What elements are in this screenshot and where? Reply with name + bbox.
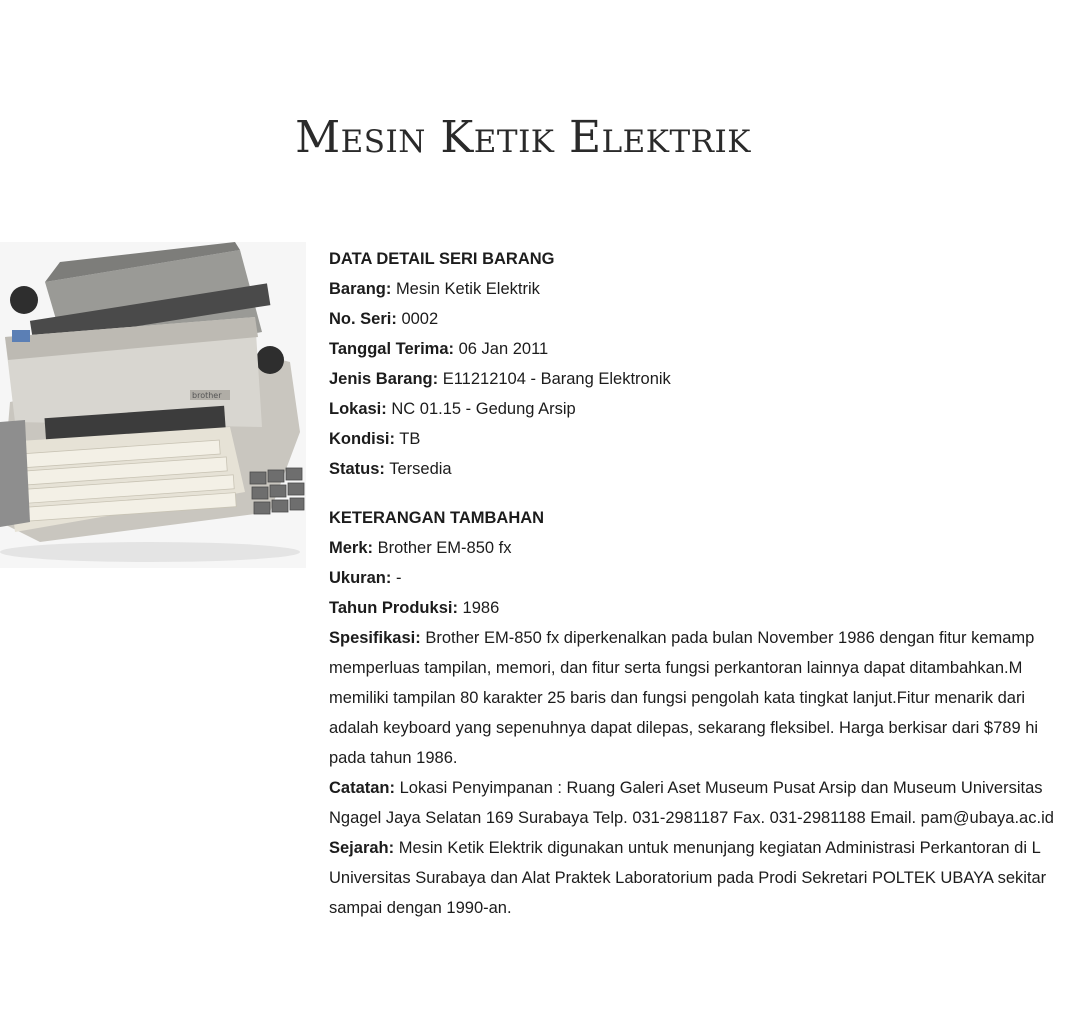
spesifikasi-line: pada tahun 1986. bbox=[329, 749, 458, 767]
sejarah-line: sampai dengan 1990-an. bbox=[329, 899, 512, 917]
extra-heading: KETERANGAN TAMBAHAN bbox=[329, 509, 545, 527]
brand-mark: brother bbox=[192, 391, 222, 400]
extra-value: - bbox=[395, 569, 402, 587]
detail-row-barang bbox=[329, 274, 1089, 304]
item-details bbox=[329, 244, 1089, 923]
extra-label: Sejarah: bbox=[329, 839, 395, 857]
extra-spesifikasi bbox=[329, 623, 1089, 773]
catatan-line: Ngagel Jaya Selatan 169 Surabaya Telp. 031-2981187 Fax. 031-2981188 Email. bbox=[329, 809, 921, 827]
extra-label: Spesifikasi: bbox=[329, 629, 421, 647]
extra-row-ukuran bbox=[329, 563, 1089, 593]
detail-label: Lokasi: bbox=[329, 400, 387, 418]
spesifikasi-line: memperluas tampilan, memori, dan fitur serta fungsi perkantoran lainnya dapat ditambahkan.M bbox=[329, 659, 1023, 677]
detail-row-lokasi bbox=[329, 394, 1089, 424]
detail-value: Tersedia bbox=[389, 460, 452, 478]
detail-value: TB bbox=[399, 430, 421, 448]
spesifikasi-line: adalah keyboard yang sepenuhnya dapat dilepas, sekarang fleksibel. Harga berkisar dari $789 hi bbox=[329, 719, 1039, 737]
typewriter-photo bbox=[0, 242, 306, 568]
detail-row-tanggal-terima bbox=[329, 334, 1089, 364]
spesifikasi-line: memiliki tampilan 80 karakter 25 baris dan fungsi pengolah kata tingkat lanjut.Fitur menarik dari bbox=[329, 689, 1026, 707]
extra-row-tahun-produksi bbox=[329, 593, 1089, 623]
detail-row-jenis-barang bbox=[329, 364, 1089, 394]
detail-row-no-seri bbox=[329, 304, 1089, 334]
detail-value: 0002 bbox=[401, 310, 439, 328]
detail-label: No. Seri: bbox=[329, 310, 397, 328]
catatan-line: Lokasi Penyimpanan : Ruang Galeri Aset Museum Pusat Arsip dan Museum Universitas bbox=[399, 779, 1043, 797]
detail-label: Tanggal Terima: bbox=[329, 340, 454, 358]
detail-value: 06 Jan 2011 bbox=[458, 340, 549, 358]
extra-label: Ukuran: bbox=[329, 569, 392, 587]
detail-row-kondisi bbox=[329, 424, 1089, 454]
extra-catatan bbox=[329, 773, 1089, 833]
email-link[interactable]: pam@ubaya.ac.id bbox=[920, 809, 1054, 827]
extra-label: Merk: bbox=[329, 539, 374, 557]
detail-label: Status: bbox=[329, 460, 385, 478]
page-title: Mesin Ketik Elektrik bbox=[295, 112, 751, 163]
detail-label: Barang: bbox=[329, 280, 392, 298]
detail-value: E11212104 - Barang Elektronik bbox=[442, 370, 671, 388]
extra-label: Tahun Produksi: bbox=[329, 599, 458, 617]
extra-sejarah bbox=[329, 833, 1089, 923]
detail-heading: DATA DETAIL SERI BARANG bbox=[329, 250, 555, 268]
detail-value: Mesin Ketik Elektrik bbox=[395, 280, 540, 298]
extra-row-merk bbox=[329, 533, 1089, 563]
detail-label: Kondisi: bbox=[329, 430, 395, 448]
detail-row-status bbox=[329, 454, 1089, 484]
detail-value: NC 01.15 - Gedung Arsip bbox=[391, 400, 576, 418]
detail-label: Jenis Barang: bbox=[329, 370, 439, 388]
spesifikasi-line: Brother EM-850 fx diperkenalkan pada bulan November 1986 dengan fitur kemamp bbox=[425, 629, 1035, 647]
extra-value: Brother EM-850 fx bbox=[377, 539, 512, 557]
sejarah-line: Mesin Ketik Elektrik digunakan untuk menunjang kegiatan Administrasi Perkantoran di L bbox=[398, 839, 1041, 857]
typewriter-illustration bbox=[0, 242, 306, 568]
sejarah-line: Universitas Surabaya dan Alat Praktek Laboratorium pada Prodi Sekretari POLTEK UBAYA sekitar bbox=[329, 869, 1047, 887]
extra-value: 1986 bbox=[462, 599, 500, 617]
extra-label: Catatan: bbox=[329, 779, 396, 797]
